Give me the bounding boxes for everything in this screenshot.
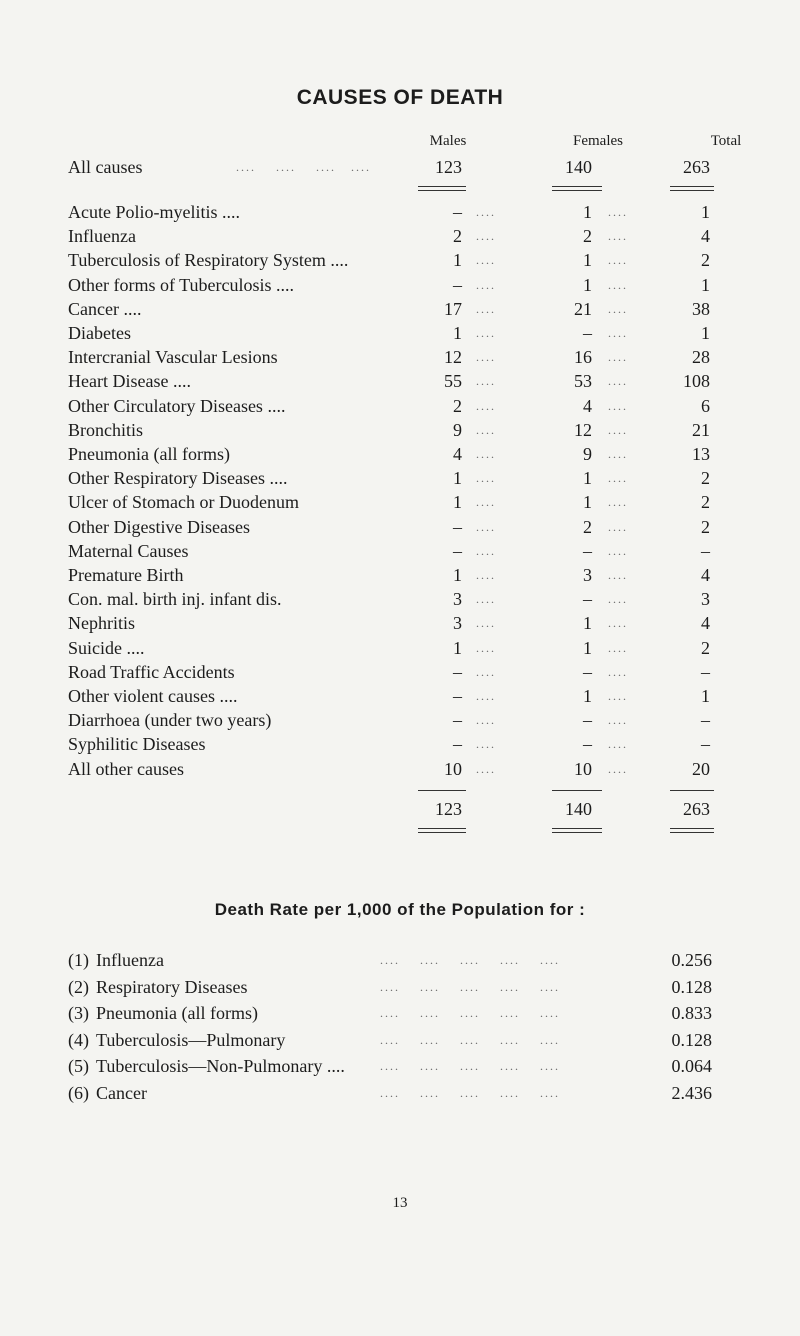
cause-label: Diabetes bbox=[68, 323, 131, 343]
cause-row bbox=[0, 369, 800, 393]
cause-males: – bbox=[453, 540, 462, 561]
leader-dots: .... bbox=[608, 616, 628, 631]
leader-dots: .... bbox=[476, 447, 496, 461]
cause-females: 1 bbox=[583, 274, 592, 295]
death-rate-label: Cancer bbox=[96, 1083, 147, 1103]
leader-dots: .... bbox=[608, 374, 628, 389]
leader-dots: .... bbox=[608, 664, 628, 679]
cause-total: 1 bbox=[701, 686, 710, 706]
cause-total: 3 bbox=[701, 589, 710, 610]
cause-row bbox=[0, 684, 800, 708]
leader-dots: .... .... .... .... .... bbox=[380, 953, 560, 967]
all-causes-females: 140 bbox=[565, 157, 592, 177]
cause-row bbox=[0, 515, 800, 539]
cause-row bbox=[0, 224, 800, 248]
leader-dots: .... .... .... .... .... bbox=[380, 1006, 560, 1021]
cause-males: – bbox=[453, 202, 462, 222]
leader-dots: .... bbox=[608, 519, 628, 534]
double-rule bbox=[418, 828, 466, 833]
death-rate-heading: Death Rate per 1,000 of the Population for : bbox=[214, 900, 586, 919]
leader-dots: .... bbox=[476, 205, 496, 219]
cause-row bbox=[0, 394, 800, 418]
cause-label: Syphilitic Diseases bbox=[68, 734, 206, 755]
cause-row bbox=[0, 345, 800, 369]
cause-row bbox=[0, 539, 800, 563]
cause-label: Acute Polio-myelitis .... bbox=[68, 202, 240, 222]
leader-dots: .... bbox=[476, 422, 496, 437]
cause-total: 38 bbox=[692, 298, 710, 319]
cause-females: 2 bbox=[583, 226, 592, 247]
death-rate-label: Pneumonia (all forms) bbox=[96, 1003, 258, 1024]
cause-total: 4 bbox=[701, 565, 710, 585]
cause-males: 17 bbox=[444, 298, 462, 319]
leader-dots: .... bbox=[608, 689, 628, 703]
leader-dots: .... bbox=[476, 664, 496, 679]
cause-row bbox=[0, 587, 800, 611]
cause-label: Other forms of Tuberculosis .... bbox=[68, 274, 294, 295]
death-rate-value: 0.256 bbox=[671, 950, 712, 970]
death-rate-value: 0.833 bbox=[671, 1003, 712, 1024]
leader-dots: .... bbox=[608, 398, 628, 413]
cause-row bbox=[0, 273, 800, 297]
leader-dots: .... bbox=[476, 374, 496, 389]
column-header-females: Females bbox=[573, 133, 623, 149]
cause-total: 13 bbox=[692, 444, 710, 464]
cause-females: – bbox=[583, 323, 592, 343]
cause-label: All other causes bbox=[68, 758, 184, 779]
cause-females: 1 bbox=[583, 468, 592, 489]
cause-males: 2 bbox=[453, 226, 462, 247]
cause-total: 28 bbox=[692, 347, 710, 368]
cause-label: Other violent causes .... bbox=[68, 686, 238, 706]
death-rate-index: (3) bbox=[68, 1003, 89, 1024]
cause-label: Pneumonia (all forms) bbox=[68, 444, 230, 464]
death-rate-label: Tuberculosis—Pulmonary bbox=[96, 1029, 286, 1050]
leader-dots: .... bbox=[476, 277, 496, 292]
page-number: 13 bbox=[392, 1195, 408, 1211]
death-rate-row bbox=[0, 1081, 800, 1105]
leader-dots: .... bbox=[476, 761, 496, 776]
leader-dots: .... bbox=[476, 592, 496, 607]
leader-dots: .... .... .... .... .... bbox=[380, 1059, 560, 1074]
cause-males: – bbox=[453, 734, 462, 755]
death-rate-value: 0.064 bbox=[671, 1056, 712, 1077]
death-rate-value: 0.128 bbox=[671, 1029, 712, 1050]
cause-label: Influenza bbox=[68, 226, 136, 247]
cause-females: 1 bbox=[583, 492, 592, 513]
cause-females: 1 bbox=[583, 686, 592, 706]
cause-label: Bronchitis bbox=[68, 419, 143, 440]
cause-males: 1 bbox=[453, 468, 462, 489]
column-header-males: Males bbox=[429, 133, 467, 149]
cause-females: 53 bbox=[574, 371, 592, 392]
death-rate-row bbox=[0, 1028, 800, 1052]
cause-females: 2 bbox=[583, 516, 592, 537]
leader-dots: .... bbox=[476, 543, 496, 558]
total-total: 263 bbox=[683, 799, 710, 819]
leader-dots: .... bbox=[608, 737, 628, 752]
cause-row bbox=[0, 321, 800, 345]
leader-dots: .... bbox=[476, 713, 496, 728]
cause-label: Nephritis bbox=[68, 613, 135, 634]
cause-label: Premature Birth bbox=[68, 565, 184, 585]
death-rate-index: (1) bbox=[68, 950, 89, 970]
leader-dots: .... bbox=[476, 616, 496, 631]
cause-row bbox=[0, 732, 800, 756]
cause-total: 2 bbox=[701, 637, 710, 658]
cause-females: 3 bbox=[583, 565, 592, 585]
cause-females: 21 bbox=[574, 298, 592, 319]
cause-total: 1 bbox=[701, 323, 710, 343]
cause-males: – bbox=[453, 686, 462, 706]
cause-row bbox=[0, 708, 800, 732]
cause-females: 1 bbox=[583, 202, 592, 222]
leader-dots: .... bbox=[608, 253, 628, 268]
leader-dots: .... bbox=[608, 495, 628, 510]
cause-total: – bbox=[701, 540, 710, 561]
death-rate-value: 2.436 bbox=[671, 1083, 712, 1103]
all-causes-males: 123 bbox=[435, 157, 462, 177]
death-rate-label: Tuberculosis—Non-Pulmonary .... bbox=[96, 1056, 345, 1077]
double-rule bbox=[670, 186, 714, 191]
cause-males: 1 bbox=[453, 323, 462, 343]
leader-dots: .... bbox=[608, 422, 628, 437]
all-causes-label: All causes bbox=[68, 157, 143, 177]
cause-label: Other Digestive Diseases bbox=[68, 516, 250, 537]
cause-total: – bbox=[701, 734, 710, 755]
leader-dots: .... .... .... .... .... bbox=[380, 979, 560, 994]
death-rate-value: 0.128 bbox=[671, 976, 712, 997]
cause-females: – bbox=[583, 540, 592, 561]
cause-total: 1 bbox=[701, 274, 710, 295]
death-rate-index: (4) bbox=[68, 1029, 89, 1050]
leader-dots: .... bbox=[608, 543, 628, 558]
cause-total: – bbox=[701, 661, 710, 682]
cause-row bbox=[0, 200, 800, 224]
cause-males: – bbox=[453, 516, 462, 537]
cause-males: 1 bbox=[453, 637, 462, 658]
cause-females: 12 bbox=[574, 419, 592, 440]
cause-females: – bbox=[583, 734, 592, 755]
cause-females: 1 bbox=[583, 613, 592, 634]
leader-dots: .... bbox=[608, 568, 628, 582]
cause-females: 1 bbox=[583, 637, 592, 658]
cause-total: 2 bbox=[701, 492, 710, 513]
leader-dots: .... bbox=[476, 253, 496, 268]
cause-label: Cancer .... bbox=[68, 298, 142, 319]
death-rate-label: Influenza bbox=[96, 950, 164, 970]
leader-dots: .... .... .... .... .... bbox=[380, 1086, 560, 1100]
death-rate-index: (2) bbox=[68, 976, 89, 997]
totals-row bbox=[0, 797, 800, 821]
leader-dots: .... bbox=[608, 326, 628, 340]
cause-females: 1 bbox=[583, 250, 592, 271]
leader-dots: .... bbox=[608, 713, 628, 728]
death-rate-row bbox=[0, 975, 800, 999]
sum-rule bbox=[418, 790, 466, 791]
leader-dots: .... bbox=[608, 301, 628, 316]
death-rate-index: (5) bbox=[68, 1056, 89, 1077]
cause-males: 1 bbox=[453, 492, 462, 513]
cause-total: – bbox=[701, 710, 710, 731]
cause-males: 3 bbox=[453, 589, 462, 610]
leader-dots: .... bbox=[476, 471, 496, 486]
cause-females: 16 bbox=[574, 347, 592, 368]
death-rate-index: (6) bbox=[68, 1083, 89, 1103]
cause-females: – bbox=[583, 661, 592, 682]
cause-total: 2 bbox=[701, 516, 710, 537]
leader-dots: .... bbox=[476, 689, 496, 703]
cause-total: 1 bbox=[701, 202, 710, 222]
cause-total: 20 bbox=[692, 758, 710, 779]
cause-males: 2 bbox=[453, 395, 462, 416]
cause-males: – bbox=[453, 274, 462, 295]
cause-males: 4 bbox=[453, 444, 462, 464]
cause-row bbox=[0, 636, 800, 660]
leader-dots: .... bbox=[476, 398, 496, 413]
leader-dots: .... bbox=[608, 350, 628, 365]
cause-total: 21 bbox=[692, 419, 710, 440]
cause-row bbox=[0, 660, 800, 684]
cause-females: – bbox=[583, 710, 592, 731]
cause-label: Intercranial Vascular Lesions bbox=[68, 347, 278, 368]
cause-males: – bbox=[453, 661, 462, 682]
cause-females: 4 bbox=[583, 395, 592, 416]
double-rule bbox=[552, 828, 602, 833]
death-rate-label: Respiratory Diseases bbox=[96, 976, 248, 997]
cause-label: Other Respiratory Diseases .... bbox=[68, 468, 288, 489]
death-rate-row bbox=[0, 1054, 800, 1078]
cause-label: Ulcer of Stomach or Duodenum bbox=[68, 492, 299, 513]
leader-dots: .... bbox=[608, 447, 628, 461]
all-causes-total: 263 bbox=[683, 157, 710, 177]
cause-row bbox=[0, 466, 800, 490]
leader-dots: .... bbox=[608, 229, 628, 244]
leader-dots: .... bbox=[476, 640, 496, 655]
leader-dots: .... bbox=[608, 592, 628, 607]
death-rate-row bbox=[0, 1001, 800, 1025]
cause-females: 9 bbox=[583, 444, 592, 464]
leader-dots: .... bbox=[476, 326, 496, 340]
leader-dots: .... bbox=[476, 568, 496, 582]
leader-dots: .... bbox=[476, 495, 496, 510]
cause-label: Suicide .... bbox=[68, 637, 145, 658]
cause-label: Other Circulatory Diseases .... bbox=[68, 395, 286, 416]
leader-dots: .... bbox=[476, 301, 496, 316]
sum-rule bbox=[552, 790, 602, 791]
cause-total: 4 bbox=[701, 613, 710, 634]
leader-dots: .... bbox=[476, 350, 496, 365]
death-rate-row bbox=[0, 948, 800, 972]
total-males: 123 bbox=[435, 799, 462, 819]
cause-females: – bbox=[583, 589, 592, 610]
all-causes-row: All causes .... .... .... .... 123 140 263 bbox=[68, 157, 710, 177]
leader-dots: .... .... .... .... .... bbox=[380, 1032, 560, 1047]
cause-males: 9 bbox=[453, 419, 462, 440]
leader-dots: .... bbox=[608, 640, 628, 655]
leader-dots: .... bbox=[608, 205, 628, 219]
cause-females: 10 bbox=[574, 758, 592, 779]
cause-row bbox=[0, 418, 800, 442]
cause-row bbox=[0, 442, 800, 466]
leader-dots: .... bbox=[476, 229, 496, 244]
double-rule bbox=[670, 828, 714, 833]
cause-row bbox=[0, 297, 800, 321]
cause-row bbox=[0, 757, 800, 781]
cause-label: Tuberculosis of Respiratory System .... bbox=[68, 250, 349, 271]
cause-label: Diarrhoea (under two years) bbox=[68, 710, 272, 731]
cause-total: 6 bbox=[701, 395, 710, 416]
cause-males: 1 bbox=[453, 250, 462, 271]
cause-row bbox=[0, 563, 800, 587]
cause-row bbox=[0, 611, 800, 635]
cause-total: 4 bbox=[701, 226, 710, 247]
total-females: 140 bbox=[565, 799, 592, 819]
leader-dots: .... bbox=[476, 519, 496, 534]
page-title: CAUSES OF DEATH bbox=[296, 86, 504, 109]
cause-total: 2 bbox=[701, 468, 710, 489]
cause-label: Road Traffic Accidents bbox=[68, 661, 235, 682]
cause-label: Con. mal. birth inj. infant dis. bbox=[68, 589, 282, 610]
cause-males: 1 bbox=[453, 565, 462, 585]
double-rule bbox=[552, 186, 602, 191]
cause-row bbox=[0, 490, 800, 514]
cause-males: – bbox=[453, 710, 462, 731]
cause-males: 12 bbox=[444, 347, 462, 368]
leader-dots: .... bbox=[476, 737, 496, 752]
cause-males: 10 bbox=[444, 758, 462, 779]
leader-dots: .... bbox=[608, 471, 628, 486]
leader-dots: .... bbox=[608, 277, 628, 292]
double-rule bbox=[418, 186, 466, 191]
column-header-total: Total bbox=[710, 133, 742, 149]
sum-rule bbox=[670, 790, 714, 791]
cause-label: Maternal Causes bbox=[68, 540, 189, 561]
cause-total: 2 bbox=[701, 250, 710, 271]
leader-dots: .... bbox=[608, 761, 628, 776]
cause-label: Heart Disease .... bbox=[68, 371, 191, 392]
cause-total: 108 bbox=[683, 371, 710, 392]
cause-males: 55 bbox=[444, 371, 462, 392]
cause-males: 3 bbox=[453, 613, 462, 634]
cause-row bbox=[0, 248, 800, 272]
